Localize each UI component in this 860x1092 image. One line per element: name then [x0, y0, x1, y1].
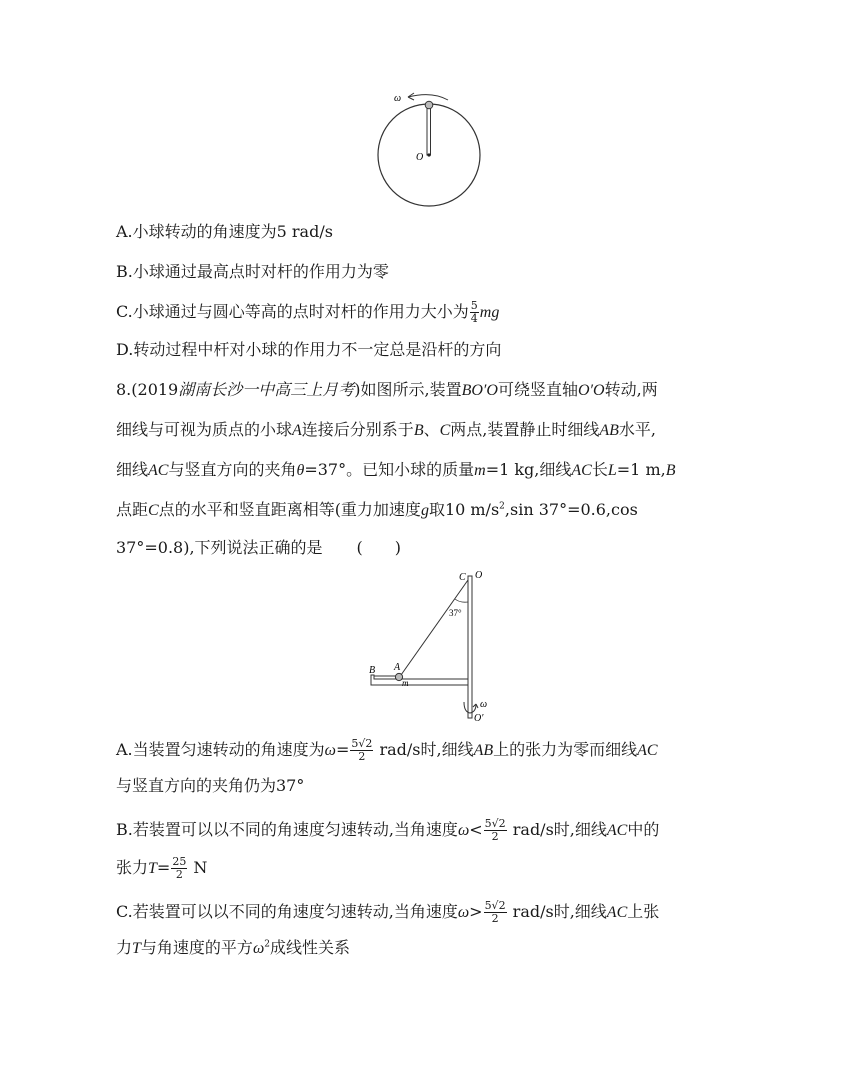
q7-option-d: D.转动过程中杆对小球的作用力不一定总是沿杆的方向 — [116, 340, 502, 359]
text-span: rad/s时,细线 — [512, 820, 607, 839]
fraction — [470, 300, 479, 325]
var-span: L — [607, 462, 617, 479]
q8-option-a-line-2: 与竖直方向的夹角仍为37° — [116, 776, 305, 795]
fraction-numerator: 5√2 — [351, 737, 373, 750]
fraction-numerator: 5√2 — [484, 899, 506, 912]
omega-symbol: ω — [252, 940, 265, 957]
omega-symbol: ω — [457, 822, 470, 839]
text-span: 连接后分别系于 — [301, 420, 414, 439]
text-span: =37°。已知小球的质量 — [304, 460, 475, 479]
text-span: A.当装置匀速转动的角速度为 — [116, 740, 325, 759]
answer-bracket: ( ) — [356, 538, 402, 557]
label-b: B — [369, 665, 376, 676]
text-span: 转动,两 — [604, 380, 658, 399]
center-dot — [427, 153, 430, 156]
omega-symbol: ω — [324, 742, 336, 759]
label-o-prime: O′ — [474, 713, 484, 724]
text-span: ,sin 37°=0.6,cos — [504, 500, 638, 519]
text-span: 成线性关系 — [269, 938, 350, 957]
text-span: 、 — [423, 420, 440, 439]
var-span: θ — [296, 462, 305, 479]
vertical-shaft — [468, 576, 472, 718]
circle-rod-figure — [370, 88, 490, 208]
var-span: AC — [606, 822, 628, 839]
q8-stem-line-4 — [116, 500, 638, 521]
fraction — [484, 900, 507, 925]
mg-term: mg — [479, 304, 500, 321]
label-c: C — [459, 572, 466, 583]
text-span: 点距 — [116, 500, 149, 519]
superscript: 2 — [264, 939, 270, 950]
fraction — [350, 738, 373, 763]
omega-label: ω — [394, 93, 402, 104]
fraction-denominator: 4 — [470, 312, 478, 325]
text-span: =1 m, — [616, 460, 666, 479]
q8-source: 湖南长沙一中高三上月考 — [178, 382, 355, 399]
q7-option-c-text: C.小球通过与圆心等高的点时对杆的作用力大小为 — [116, 302, 469, 321]
text-span: 上的张力为零而细线 — [493, 740, 638, 759]
fraction-denominator: 2 — [358, 750, 366, 763]
text-span: rad/s时,细线 — [512, 902, 607, 921]
text-span: 中的 — [627, 820, 660, 839]
text-span: 取10 m/s — [428, 500, 500, 519]
q8-option-a-line-1 — [116, 738, 658, 763]
fraction-numerator: 5 — [470, 299, 478, 312]
var-span: T — [132, 940, 141, 957]
var-span: T — [148, 860, 157, 877]
text-span: C.若装置可以以不同的角速度匀速转动,当角速度 — [116, 902, 458, 921]
var-span: AB — [473, 742, 494, 759]
text-span: 水平, — [618, 420, 657, 439]
var-span: AC — [637, 742, 658, 759]
text-span: < — [469, 820, 483, 839]
var-span: AC — [571, 462, 592, 479]
var-span: A — [292, 422, 302, 439]
center-label: O — [416, 152, 424, 163]
text-span: 张力 — [116, 858, 149, 877]
q8-stem-line-1 — [116, 380, 658, 401]
text-span: 两点,装置静止时细线 — [450, 420, 600, 439]
text-span: 上张 — [627, 902, 660, 921]
string-ac — [401, 580, 468, 675]
var-span: AC — [148, 462, 169, 479]
text-span: > — [469, 902, 483, 921]
ball — [425, 101, 433, 109]
text-span: 细线与可视为质点的小球 — [116, 420, 293, 439]
q7-option-a: A.小球转动的角速度为5 rad/s — [116, 222, 333, 241]
fraction — [484, 818, 507, 843]
text-span: 点的水平和竖直距离相等(重力加速度 — [158, 500, 421, 519]
fraction-denominator: 2 — [175, 868, 183, 881]
label-o: O — [475, 570, 483, 581]
text-span: )如图所示,装置 — [354, 380, 462, 399]
label-omega: ω — [480, 699, 488, 710]
text-span: rad/s时,细线 — [379, 740, 474, 759]
label-m: m — [402, 678, 409, 688]
text-span: 可绕竖直轴 — [497, 380, 578, 399]
angle-label: 37° — [449, 608, 462, 618]
rod — [427, 106, 431, 155]
omega-symbol: ω — [457, 904, 470, 921]
fraction-denominator: 2 — [491, 830, 499, 843]
text-span: 长 — [591, 460, 608, 479]
text-span: 与竖直方向的夹角 — [168, 460, 297, 479]
text-span: =1 kg,细线 — [485, 460, 572, 479]
var-span: B — [413, 422, 424, 439]
q8-option-c-line-2 — [116, 938, 350, 959]
var-span: m — [474, 462, 486, 479]
var-span: AC — [606, 904, 628, 921]
q8-option-b-line-2 — [116, 856, 207, 881]
q8-option-b-line-1 — [116, 818, 659, 843]
var-span: O′O — [578, 382, 605, 399]
text-span: = — [156, 858, 171, 877]
q8-stem-line-3 — [116, 460, 675, 481]
angle-arc — [455, 599, 468, 602]
q7-option-b: B.小球通过最高点时对杆的作用力为零 — [116, 262, 389, 281]
var-span: B — [665, 462, 676, 479]
rotation-arrow — [408, 95, 448, 100]
fraction-denominator: 2 — [491, 912, 499, 925]
fraction-numerator: 5√2 — [484, 817, 506, 830]
q8-stem-line-5 — [116, 538, 401, 558]
var-span: C — [439, 422, 451, 439]
text-span: 细线 — [116, 460, 149, 479]
var-span: BO′O — [461, 382, 498, 399]
text-span: 力 — [116, 938, 133, 957]
q8-stem-line-2 — [116, 420, 656, 441]
fraction-numerator: 25 — [172, 855, 187, 868]
q8-number: 8.(2019 — [116, 380, 179, 399]
unit-span: N — [193, 858, 208, 877]
apparatus-figure — [360, 566, 500, 726]
label-a: A — [394, 662, 401, 673]
text-span: 与角速度的平方 — [140, 938, 253, 957]
var-span: C — [148, 502, 159, 519]
var-span: g — [420, 502, 429, 519]
text-span: 37°=0.8),下列说法正确的是 — [116, 538, 323, 557]
var-span: AB — [599, 422, 619, 439]
fraction — [171, 856, 187, 881]
q7-option-c — [116, 300, 499, 325]
superscript: 2 — [499, 501, 505, 512]
text-span: = — [335, 740, 350, 759]
q8-option-c-line-1 — [116, 900, 659, 925]
text-span: B.若装置可以以不同的角速度匀速转动,当角速度 — [116, 820, 458, 839]
